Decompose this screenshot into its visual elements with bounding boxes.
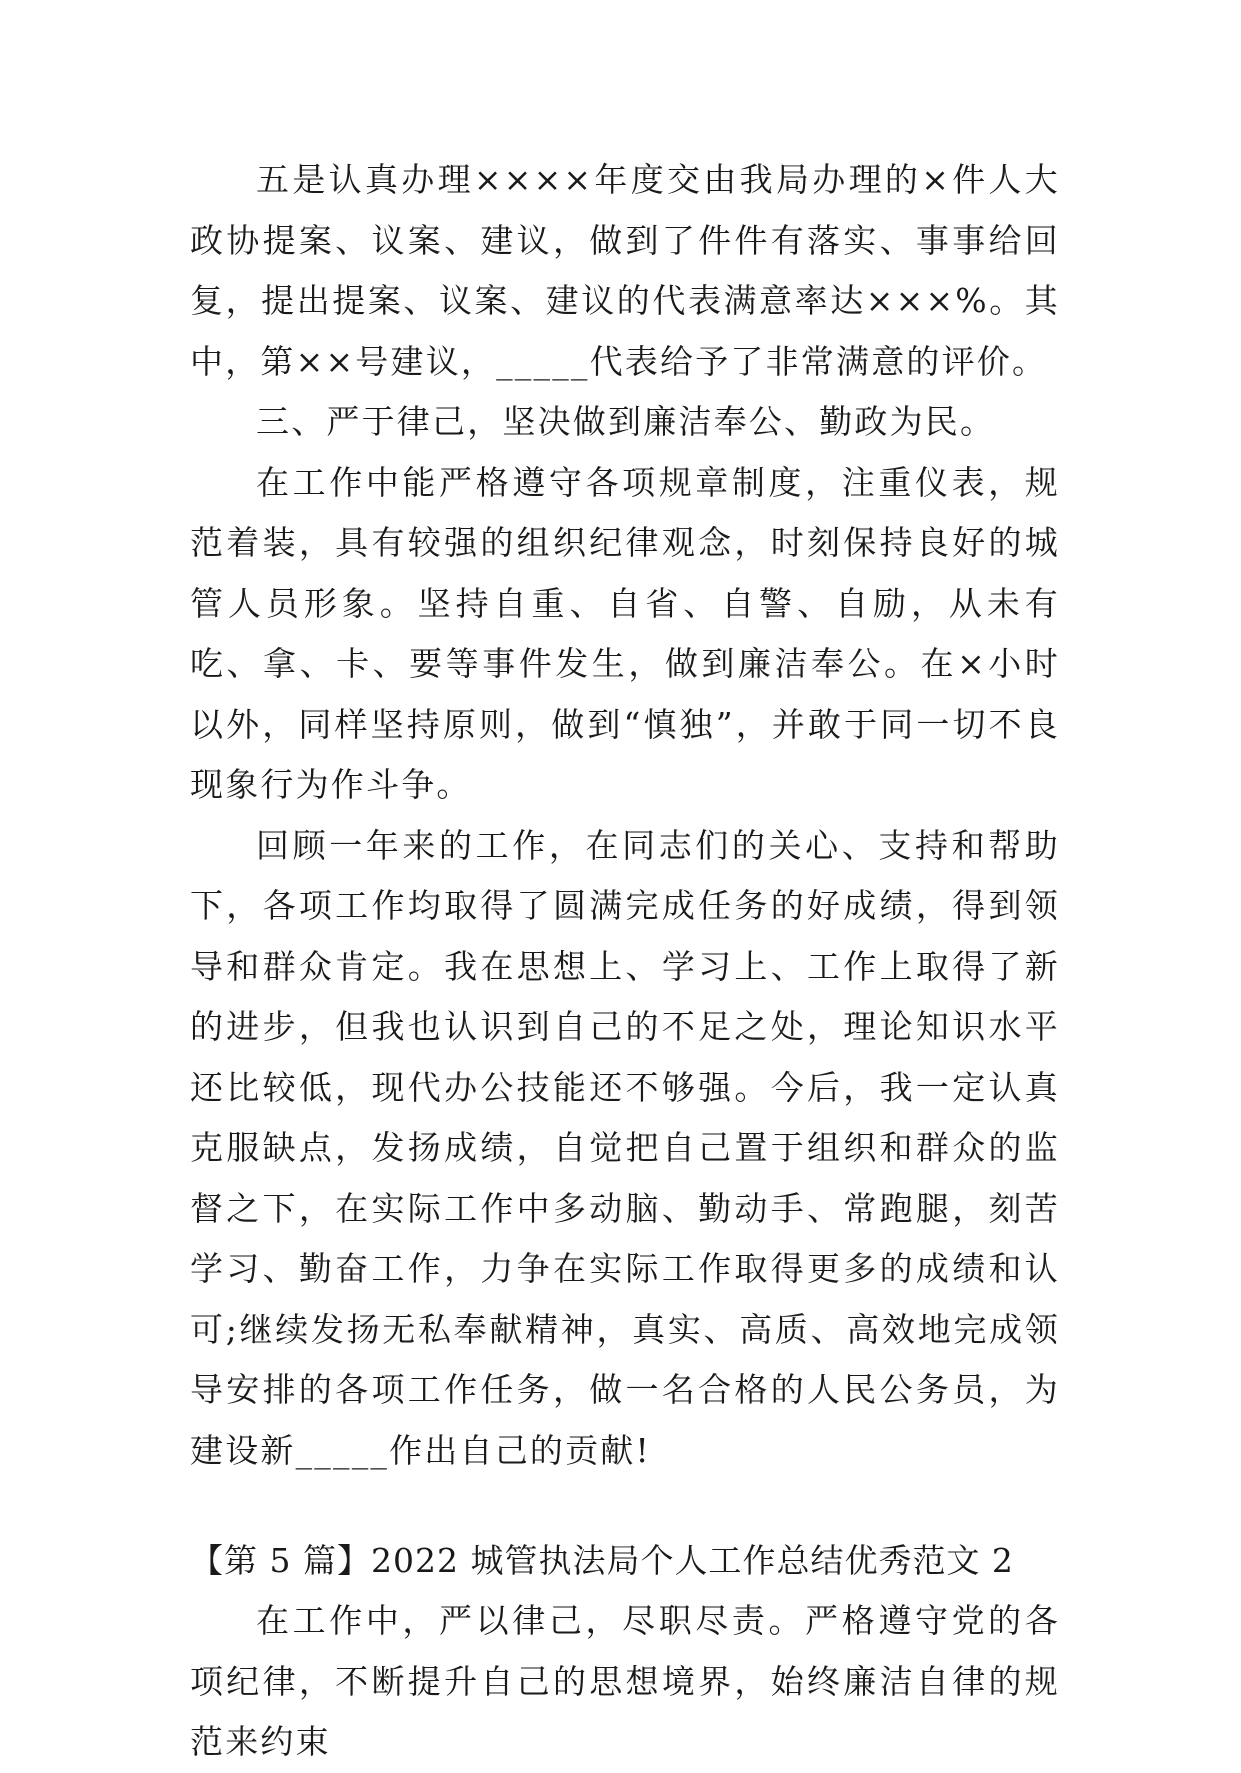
section-heading: 【第 5 篇】2022 城管执法局个人工作总结优秀范文 2 <box>190 1541 1014 1580</box>
paragraph-proposals: 五是认真办理××××年度交由我局办理的×件人大政协提案、议案、建议，做到了件件有落实、事事给回复，提出提案、议案、建议的代表满意率达×××%。其中，第××号建议，_____代表给予了非常满意的评价。 <box>190 160 1060 381</box>
paragraph-review: 回顾一年来的工作，在同志们的关心、支持和帮助下，各项工作均取得了圆满完成任务的好成绩，得到领导和群众肯定。我在思想上、学习上、工作上取得了新的进步，但我也认识到自己的不足之处，理论知识水平还比较低，现代办公技能还不够强。今后，我一定认真克服缺点，发扬成绩，自觉把自己置于组织和群众的监督之下，在实际工作中多动脑、勤动手、常跑腿，刻苦学习、勤奋工作，力争在实际工作取得更多的成绩和认可;继续发扬无私奉献精神，真实、高质、高效地完成领导安排的各项工作任务，做一名合格的人民公务员，为建设新_____作出自己的贡献! <box>190 825 1060 1470</box>
paragraph-discipline: 在工作中能严格遵守各项规章制度，注重仪表，规范着装，具有较强的组织纪律观念，时刻保持良好的城管人员形象。坚持自重、自省、自警、自励，从未有吃、拿、卡、要等事件发生，做到廉洁奉公。在×小时以外，同样坚持原则，做到“慎独”，并敢于同一切不良现象行为作斗争。 <box>190 462 1060 804</box>
document-page <box>190 150 1060 1773</box>
paragraph-work-discipline: 在工作中，严以律己，尽职尽责。严格遵守党的各项纪律，不断提升自己的思想境界，始终廉洁自律的规范来约束 <box>190 1601 1060 1761</box>
paragraph-section-three-heading: 三、严于律己，坚决做到廉洁奉公、勤政为民。 <box>256 402 996 441</box>
